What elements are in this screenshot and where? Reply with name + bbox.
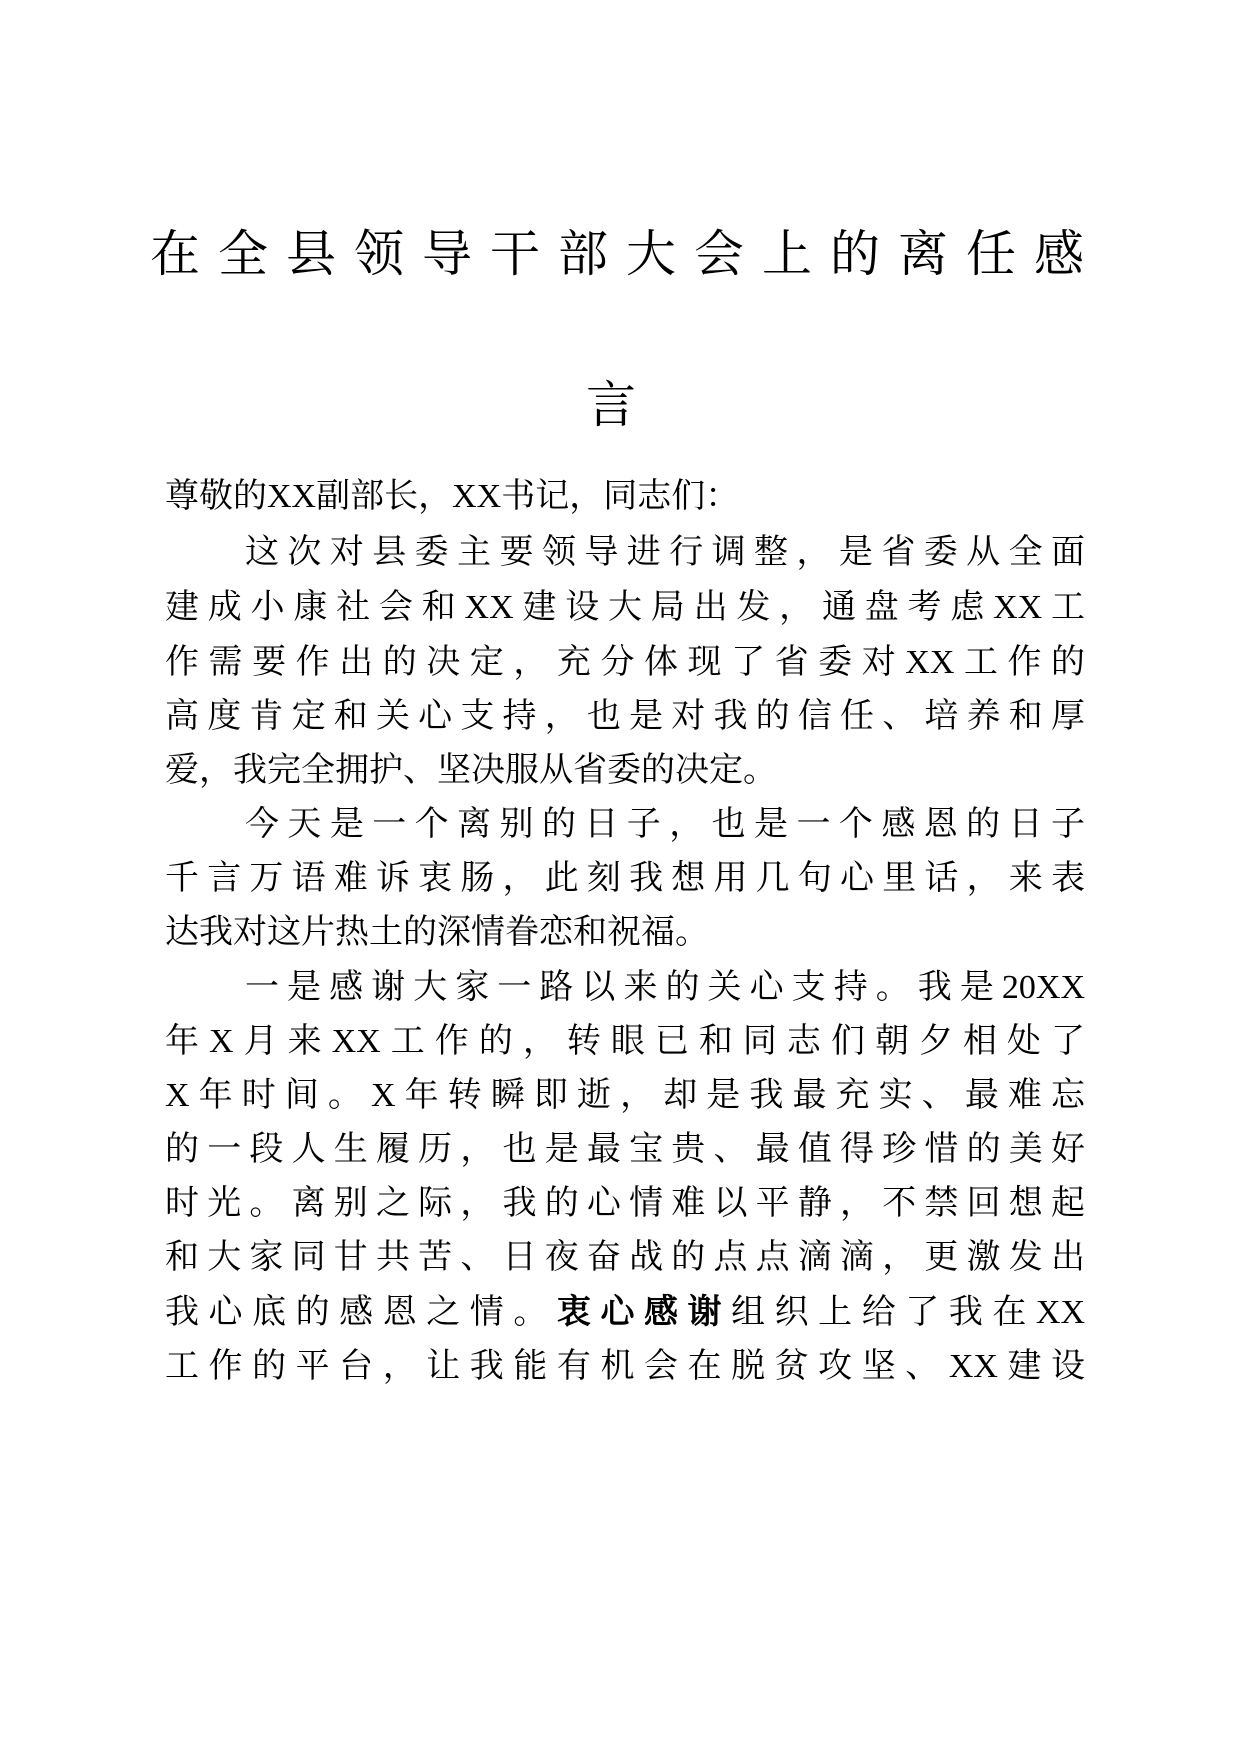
document-title-line-1: 在全县领导干部大会上的离任感 — [150, 225, 1102, 283]
paragraph-line: 这次对县委主要领导进行调整，是省委从全面 — [245, 532, 1085, 572]
paragraph-line: 建成小康社会和XX建设大局出发，通盘考虑XX工 — [165, 587, 1086, 627]
paragraph-text: 我心底的感恩之情。 — [165, 1292, 557, 1332]
paragraph-line: 一是感谢大家一路以来的关心支持。我是20XX — [245, 967, 1085, 1007]
paragraph-line: 作需要作出的决定，充分体现了省委对XX工作的 — [165, 642, 1086, 682]
paragraph-line: 工作的平台，让我能有机会在脱贫攻坚、XX建设 — [165, 1346, 1086, 1386]
paragraph-line: 和大家同甘共苦、日夜奋战的点点滴滴，更激发出 — [165, 1237, 1085, 1277]
salutation-line: 尊敬的XX副部长，XX书记，同志们： — [165, 476, 740, 516]
paragraph-line: 的一段人生履历，也是最宝贵、最值得珍惜的美好 — [165, 1129, 1085, 1169]
paragraph-line: 时光。离别之际，我的心情难以平静，不禁回想起 — [165, 1183, 1085, 1223]
document-title-line-2: 言 — [586, 376, 654, 434]
paragraph-line: 千言万语难诉衷肠，此刻我想用几句心里话，来表 — [165, 858, 1085, 898]
paragraph-line: 今天是一个离别的日子，也是一个感恩的日子 — [245, 804, 1085, 844]
paragraph-line: X年时间。X年转瞬即逝，却是我最充实、最难忘 — [165, 1075, 1086, 1115]
paragraph-line-mixed — [165, 1290, 1085, 1334]
paragraph-line: 年X月来XX工作的，转眼已和同志们朝夕相处了 — [165, 1021, 1086, 1061]
emphasis-text: 衷心感谢 — [556, 1292, 732, 1332]
paragraph-line: 达我对这片热土的深情眷恋和祝福。 — [165, 912, 709, 952]
paragraph-line: 爱，我完全拥护、坚决服从省委的决定。 — [165, 750, 777, 790]
paragraph-line: 高度肯定和关心支持，也是对我的信任、培养和厚 — [165, 696, 1085, 736]
paragraph-text: 组织上给了我在XX — [731, 1292, 1086, 1332]
